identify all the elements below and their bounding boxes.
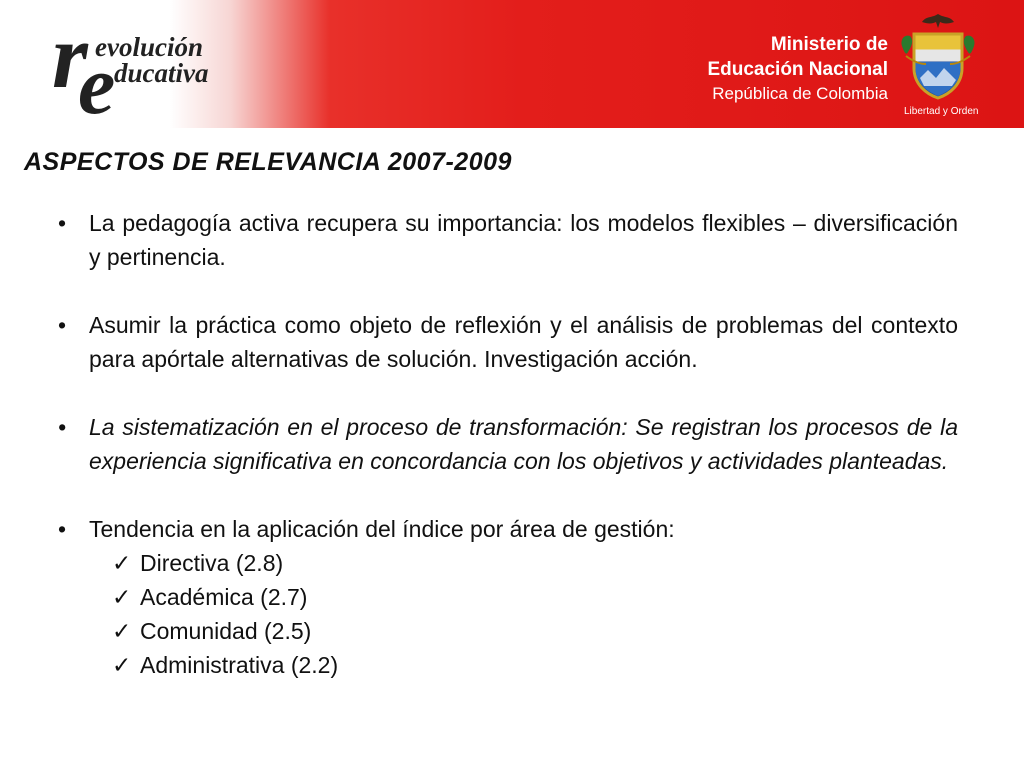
slide-title: ASPECTOS DE RELEVANCIA 2007-2009 [24, 148, 512, 176]
ministry-motto: Libertad y Orden [904, 106, 979, 117]
ministry-line-1: Ministerio de [770, 34, 888, 55]
bullet-text: Asumir la práctica como objeto de reflexión y el análisis de problemas del contexto para apórtale alternativas de solución. Investigación acción. [89, 312, 958, 372]
header-banner [0, 0, 1024, 132]
checklist-item-text: Directiva (2.8) [140, 550, 284, 576]
revolucion-educativa-logo [52, 5, 272, 132]
logo-initial-r: r [52, 5, 88, 107]
logo-word-revolucion: evolución [95, 32, 203, 62]
slide-content [58, 206, 958, 682]
colombia-coat-of-arms-icon [896, 12, 980, 104]
bullet-glyph: • [58, 414, 67, 440]
checklist-item-text: Administrativa (2.2) [140, 652, 339, 678]
logo-word-educativa: ducativa [114, 58, 209, 88]
bullet-item [58, 512, 958, 546]
bullet-text: La pedagogía activa recupera su importancia: los modelos flexibles – diversificación y pertinencia. [89, 210, 958, 270]
checklist-item [112, 580, 958, 614]
ministry-name [707, 32, 888, 105]
ministry-line-3: República de Colombia [712, 84, 888, 103]
bullet-text: La sistematización en el proceso de transformación: Se registran los procesos de la experiencia significativa en concordancia con los objetivos y actividades planteadas. [89, 414, 958, 474]
bullet-text: Tendencia en la aplicación del índice por área de gestión: [89, 516, 675, 542]
ministry-line-2: Educación Nacional [707, 59, 888, 80]
bullet-item [58, 206, 958, 274]
checkmark-icon: ✓ [112, 550, 132, 576]
management-area-checklist [58, 546, 958, 682]
bullet-glyph: • [58, 312, 67, 338]
checkmark-icon: ✓ [112, 584, 132, 610]
checklist-item [112, 614, 958, 648]
checkmark-icon: ✓ [112, 618, 132, 644]
checklist-item [112, 546, 958, 580]
bullet-glyph: • [58, 210, 67, 236]
logo-initial-e: e [78, 39, 116, 132]
bullet-item [58, 410, 958, 478]
checkmark-icon: ✓ [112, 652, 132, 678]
bullet-item [58, 308, 958, 376]
bullet-glyph: • [58, 516, 67, 542]
checklist-item [112, 648, 958, 682]
checklist-item-text: Comunidad (2.5) [140, 618, 312, 644]
checklist-item-text: Académica (2.7) [140, 584, 308, 610]
